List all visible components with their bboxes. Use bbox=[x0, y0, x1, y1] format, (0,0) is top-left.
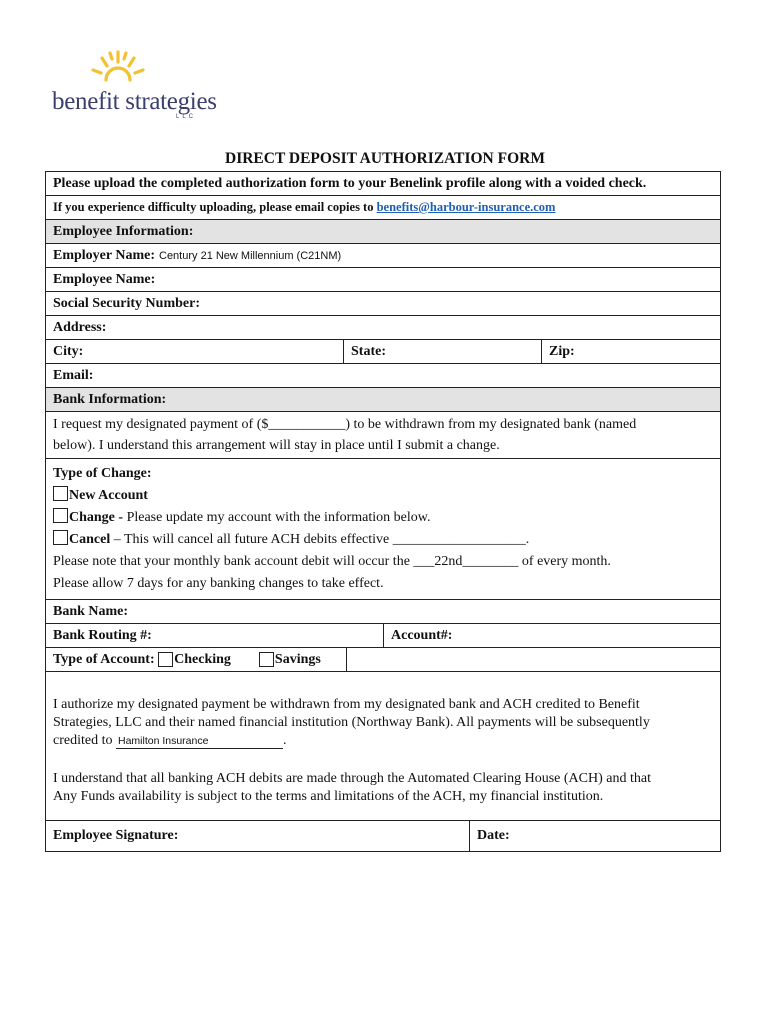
employee-name-field[interactable]: Employee Name: bbox=[46, 268, 720, 292]
authorization-form bbox=[45, 171, 721, 852]
account-type-field: Type of Account: Checking Savings bbox=[53, 651, 321, 667]
authorization-text: I authorize my designated payment be withdrawn from my designated bank and ACH credited to Benefit Strategies, LLC and their named financial institution (Northway Bank). All payments will be subsequently credited to Hamilton Insurance . I understand that all banking ACH debits are made through the Automated Clearing House (ACH) and that Any Funds availability is subject to the terms and limitations of the ACH, my financial institution. bbox=[46, 672, 720, 821]
employer-name-label: Employer Name: bbox=[53, 247, 155, 263]
ssn-field[interactable]: Social Security Number: bbox=[46, 292, 720, 316]
zip-field[interactable]: Zip: bbox=[549, 343, 575, 359]
routing-number-field[interactable]: Bank Routing #: bbox=[46, 624, 384, 647]
new-account-checkbox[interactable] bbox=[53, 486, 68, 501]
signature-row bbox=[46, 821, 720, 851]
account-type-row bbox=[46, 648, 720, 672]
state-field[interactable]: State: bbox=[344, 340, 542, 363]
city-field[interactable]: City: bbox=[46, 340, 344, 363]
page-title: DIRECT DEPOSIT AUTHORIZATION FORM bbox=[225, 150, 545, 167]
payment-request-text: I request my designated payment of ($___________) to be withdrawn from my designated bank (named below). I understand this arrangement will stay in place until I submit a change. bbox=[46, 412, 720, 459]
logo-wordmark: benefit strategies bbox=[52, 88, 217, 115]
employee-signature-field[interactable]: Employee Signature: bbox=[46, 821, 470, 851]
account-number-field[interactable]: Account#: bbox=[391, 627, 453, 643]
city-state-zip-row bbox=[46, 340, 720, 364]
cancel-checkbox[interactable] bbox=[53, 530, 68, 545]
address-field[interactable]: Address: bbox=[46, 316, 720, 340]
email-field[interactable]: Email: bbox=[46, 364, 720, 388]
account-type-spacer bbox=[346, 648, 720, 672]
company-logo bbox=[52, 50, 222, 125]
processing-note: Please allow 7 days for any banking changes to take effect. bbox=[53, 576, 384, 591]
savings-checkbox[interactable] bbox=[259, 652, 274, 667]
date-field[interactable]: Date: bbox=[477, 828, 510, 843]
new-account-option[interactable]: New Account bbox=[53, 485, 720, 507]
employer-name-value: Century 21 New Millennium (C21NM) bbox=[159, 249, 342, 262]
change-option[interactable]: Change - Please update my account with the information below. bbox=[53, 507, 720, 529]
section-employee-information: Employee Information: bbox=[46, 220, 720, 244]
type-of-change-section: Type of Change: New Account Change - Please update my account with the information below. Cancel – This will cancel all future ACH debits effective ___________________. Please note that your monthly bank account debit will occur the ___22nd________ of every month. Please allow 7 days for any banking changes to take effect. bbox=[46, 459, 720, 600]
credited-to-value: Hamilton Insurance bbox=[116, 735, 283, 749]
section-bank-information: Bank Information: bbox=[46, 388, 720, 412]
email-instructions: If you experience difficulty uploading, please email copies to benefits@harbour-insurance.com bbox=[46, 196, 720, 220]
logo-suffix: LLC bbox=[176, 114, 197, 120]
upload-instructions: Please upload the completed authorization form to your Benelink profile along with a voided check. bbox=[46, 172, 720, 196]
debit-date-note: Please note that your monthly bank account debit will occur the ___22nd________ of every month. bbox=[53, 554, 611, 569]
bank-name-field[interactable]: Bank Name: bbox=[46, 600, 720, 624]
checking-checkbox[interactable] bbox=[158, 652, 173, 667]
change-checkbox[interactable] bbox=[53, 508, 68, 523]
email-link[interactable]: benefits@harbour-insurance.com bbox=[376, 200, 556, 214]
employer-name-field[interactable] bbox=[46, 244, 720, 268]
routing-account-row bbox=[46, 624, 720, 648]
cancel-option[interactable]: Cancel – This will cancel all future ACH debits effective ___________________. bbox=[53, 529, 720, 551]
